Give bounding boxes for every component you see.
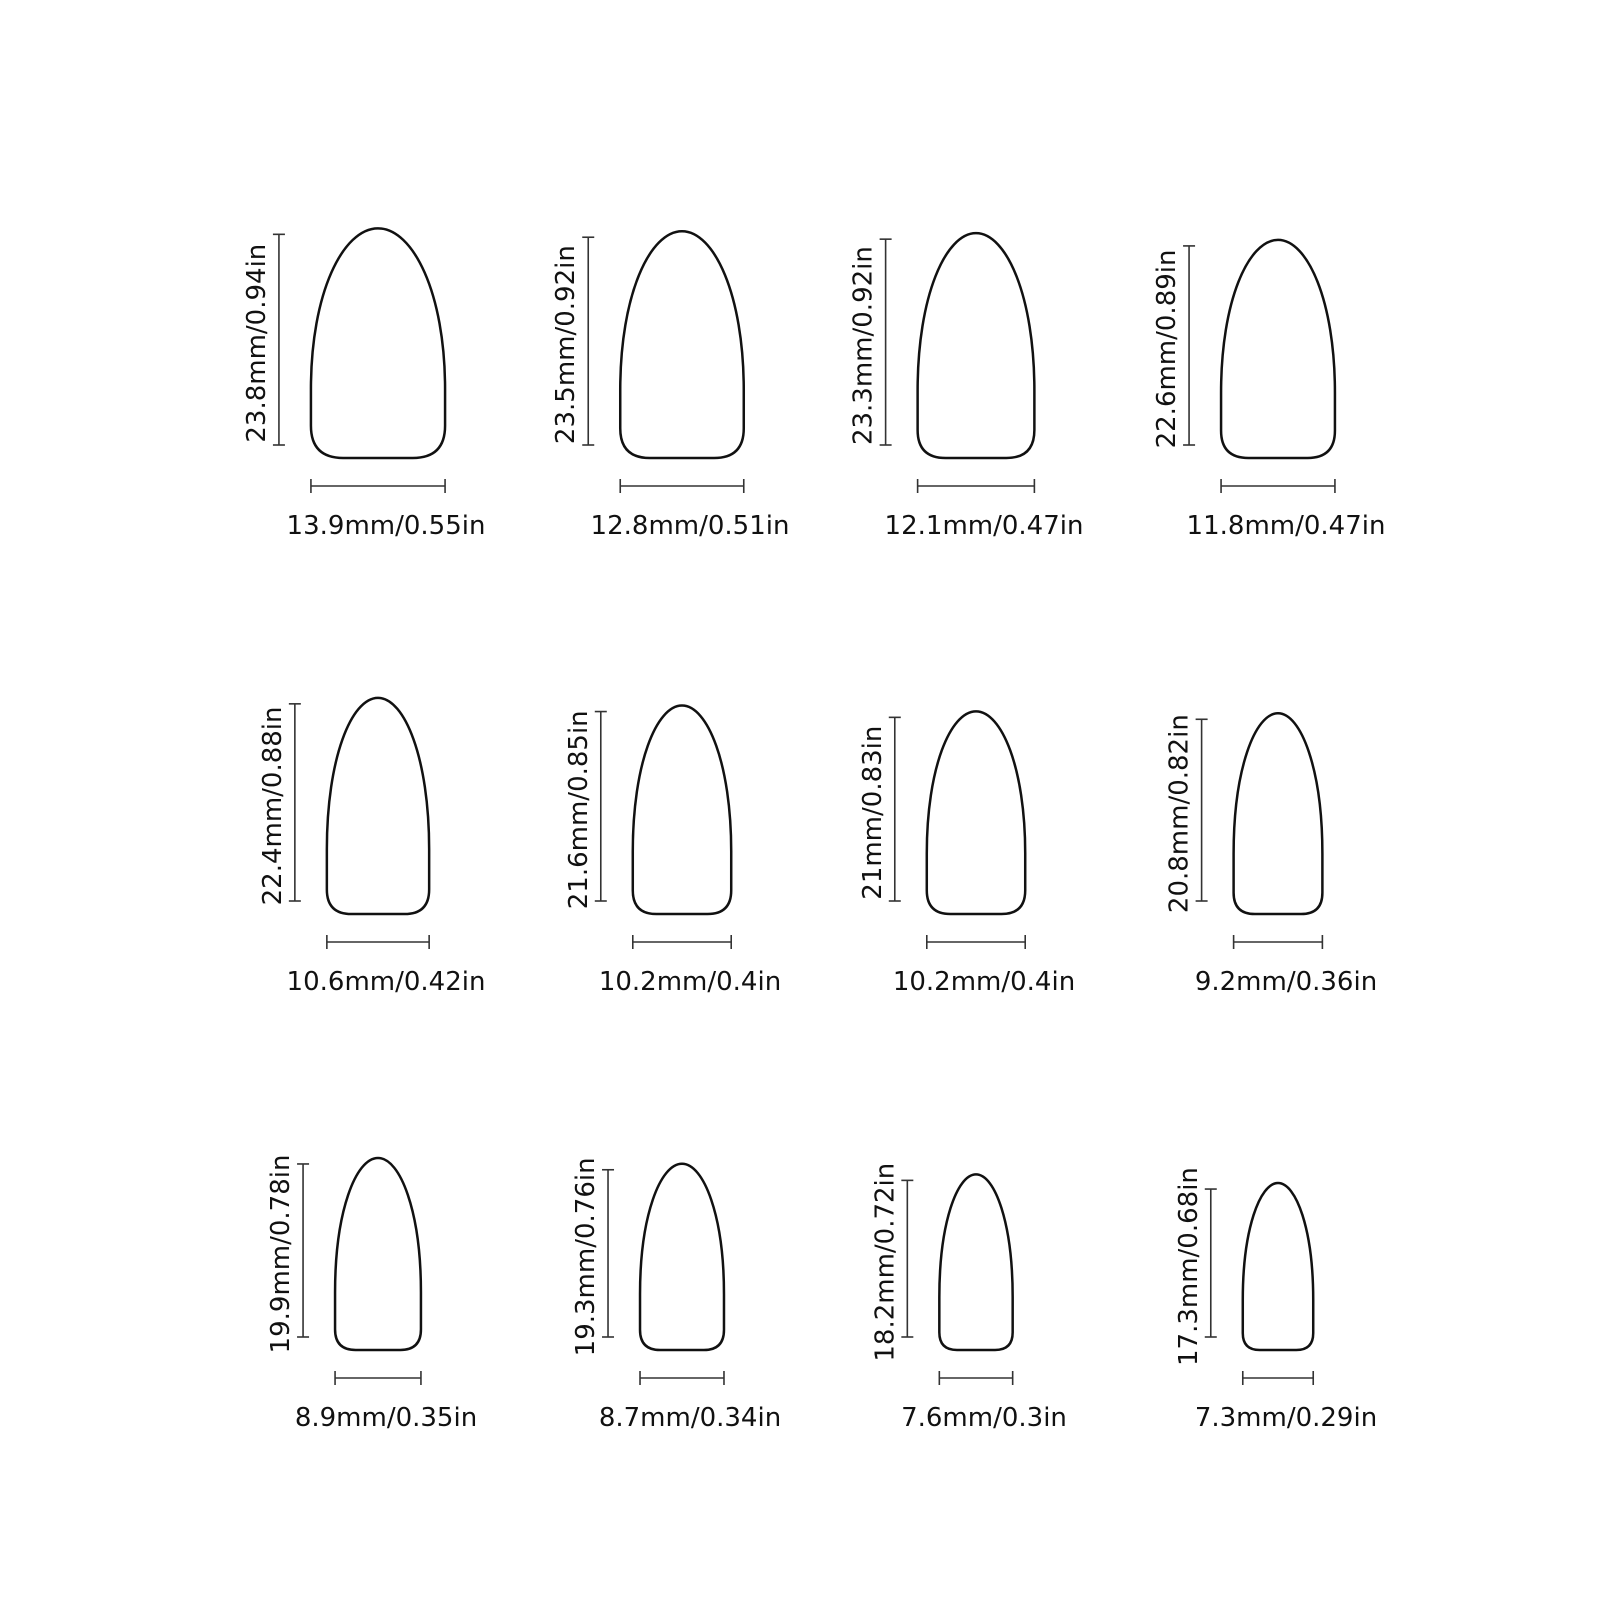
height-dimension-12 — [1205, 1189, 1217, 1337]
width-label-7: 10.2mm/0.4in — [892, 967, 1076, 997]
width-label-3: 12.1mm/0.47in — [884, 511, 1084, 541]
height-label-2: 23.5mm/0.92in — [551, 245, 582, 445]
nail-outline-11 — [939, 1174, 1012, 1350]
width-label-6: 10.2mm/0.4in — [598, 967, 782, 997]
width-dimension-1 — [311, 479, 445, 493]
height-label-11: 18.2mm/0.72in — [870, 1162, 901, 1362]
height-dimension-6 — [595, 712, 607, 901]
nail-7 — [858, 711, 1075, 997]
height-dimension-3 — [880, 239, 892, 445]
height-label-5: 22.4mm/0.88in — [257, 706, 288, 906]
nail-outline-6 — [633, 706, 731, 914]
height-dimension-11 — [901, 1180, 913, 1337]
nail-1 — [242, 228, 486, 541]
nail-outline-5 — [327, 698, 429, 914]
nail-8 — [1165, 713, 1378, 997]
height-dimension-9 — [297, 1164, 309, 1337]
height-label-12: 17.3mm/0.68in — [1173, 1167, 1204, 1366]
width-dimension-3 — [918, 479, 1035, 493]
nail-outline-12 — [1243, 1183, 1313, 1350]
width-label-9: 8.9mm/0.35in — [294, 1403, 478, 1433]
height-label-1: 23.8mm/0.94in — [241, 243, 272, 443]
width-dimension-2 — [620, 479, 744, 493]
width-label-11: 7.6mm/0.3in — [901, 1403, 1067, 1433]
width-label-8: 9.2mm/0.36in — [1194, 967, 1378, 997]
height-label-10: 19.3mm/0.76in — [571, 1157, 602, 1357]
width-label-1: 13.9mm/0.55in — [286, 511, 486, 541]
height-dimension-4 — [1183, 246, 1195, 445]
nail-outline-8 — [1234, 713, 1323, 914]
height-dimension-7 — [889, 717, 901, 901]
width-dimension-5 — [327, 935, 429, 949]
width-label-2: 12.8mm/0.51in — [590, 511, 790, 541]
nail-9 — [266, 1155, 477, 1433]
width-dimension-4 — [1221, 479, 1335, 493]
nail-6 — [564, 706, 781, 997]
nail-outline-9 — [335, 1158, 421, 1350]
width-dimension-7 — [927, 935, 1025, 949]
width-dimension-6 — [633, 935, 731, 949]
nail-outline-2 — [620, 231, 744, 458]
nail-outline-7 — [927, 711, 1025, 914]
width-label-12: 7.3mm/0.29in — [1194, 1403, 1378, 1433]
nail-2 — [551, 231, 789, 541]
nail-5 — [258, 698, 486, 997]
height-label-4: 22.6mm/0.89in — [1152, 249, 1183, 449]
nail-outline-1 — [311, 228, 445, 458]
height-dimension-8 — [1196, 719, 1208, 901]
nail-3 — [849, 233, 1084, 541]
width-label-4: 11.8mm/0.47in — [1186, 511, 1386, 541]
width-dimension-8 — [1234, 935, 1323, 949]
height-dimension-5 — [289, 704, 301, 901]
width-dimension-11 — [939, 1371, 1012, 1385]
height-label-9: 19.9mm/0.78in — [266, 1154, 297, 1354]
width-dimension-12 — [1243, 1371, 1313, 1385]
nail-4 — [1152, 240, 1385, 541]
width-dimension-10 — [640, 1371, 724, 1385]
nail-11 — [870, 1163, 1067, 1433]
height-label-3: 23.3mm/0.92in — [848, 246, 879, 446]
height-label-8: 20.8mm/0.82in — [1164, 714, 1195, 914]
height-dimension-2 — [582, 237, 594, 445]
width-dimension-9 — [335, 1371, 421, 1385]
height-label-7: 21mm/0.83in — [857, 725, 888, 900]
width-label-5: 10.6mm/0.42in — [286, 967, 486, 997]
height-dimension-10 — [602, 1170, 614, 1337]
nail-outline-10 — [640, 1164, 724, 1350]
nail-10 — [571, 1157, 781, 1433]
width-label-10: 8.7mm/0.34in — [598, 1403, 782, 1433]
height-dimension-1 — [273, 234, 285, 445]
nail-outline-3 — [918, 233, 1035, 458]
nail-12 — [1174, 1167, 1377, 1433]
nail-outline-4 — [1221, 240, 1335, 458]
height-label-6: 21.6mm/0.85in — [563, 710, 594, 910]
